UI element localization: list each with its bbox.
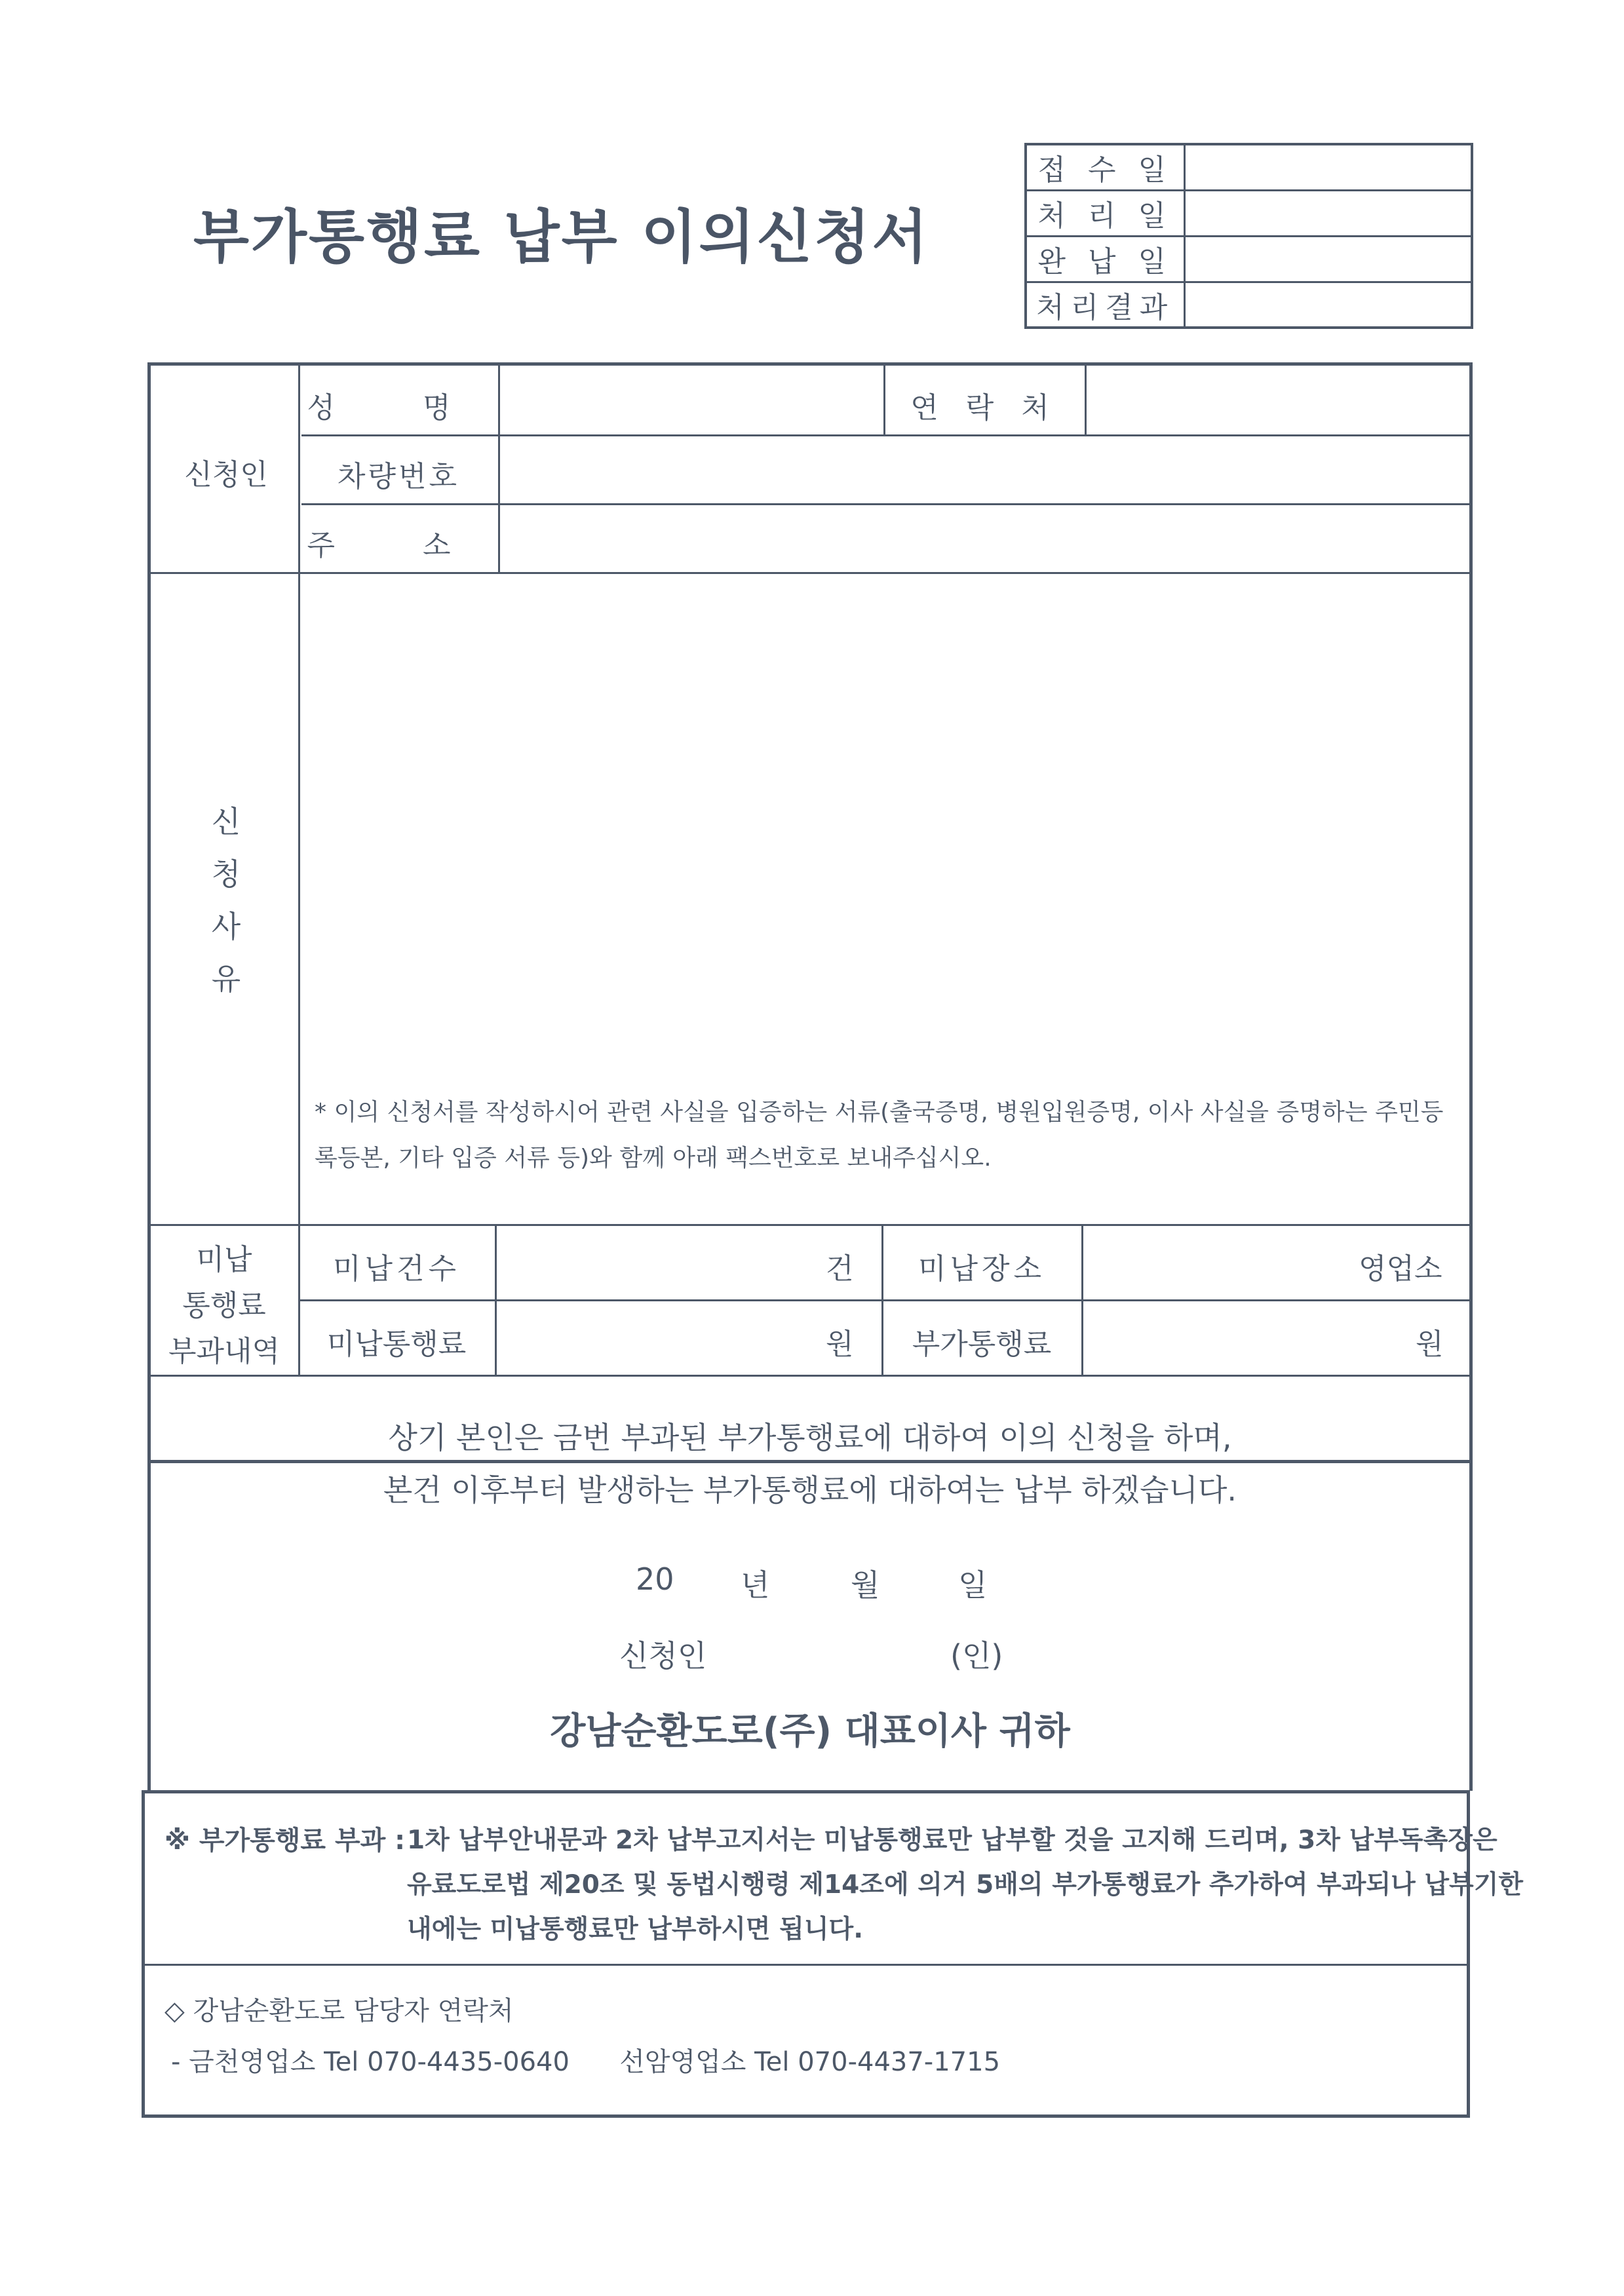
reason-label-char: 청 xyxy=(211,856,241,892)
divider xyxy=(1081,1224,1083,1375)
reason-label-char: 사 xyxy=(211,909,241,944)
notice-lead: ※ 부가통행료 부과 : xyxy=(164,1826,406,1856)
statement-line: 본건 이후부터 발생하는 부가통행료에 대하여는 납부 하겠습니다. xyxy=(383,1472,1237,1508)
received-date-field[interactable] xyxy=(1184,144,1472,190)
date-year-unit: 년 xyxy=(741,1567,770,1603)
unpaid-count-label: 미납건수 xyxy=(332,1252,461,1286)
extra-toll-label: 부가통행료 xyxy=(912,1328,1052,1361)
unpaid-toll-unit: 원 xyxy=(826,1328,854,1361)
extra-toll-unit: 원 xyxy=(1416,1328,1444,1361)
paid-date-field[interactable] xyxy=(1184,236,1472,282)
notice-line: 내에는 미납통행료만 납부하시면 됩니다. xyxy=(407,1915,864,1944)
name-label: 성 명 xyxy=(307,391,490,425)
date-year: 20 xyxy=(636,1561,674,1597)
reason-label-char: 유 xyxy=(211,961,241,997)
seal-mark: (인) xyxy=(950,1638,1003,1674)
result-label: 처리결과 xyxy=(1026,282,1184,328)
unpaid-toll-label: 미납통행료 xyxy=(326,1328,467,1361)
divider xyxy=(298,1299,1469,1301)
notice-line: 1차 납부안내문과 2차 납부고지서는 미납통행료만 납부할 것을 고지해 드리며, 3차 납부독촉장은 xyxy=(407,1826,1498,1855)
statement-block xyxy=(147,1371,1473,1791)
submission-note: * 이의 신청서를 작성하시어 관련 사실을 입증하는 서류(출국증명, 병원입원증명, 이사 사실을 증명하는 주민등록등본, 기타 입증 서류 등)와 함께 아래 팩스번호로 보내주십시오. xyxy=(315,1099,1444,1172)
received-date-label: 접 수 일 xyxy=(1026,144,1184,190)
processed-date-field[interactable] xyxy=(1184,190,1472,236)
notice-block xyxy=(142,1790,1524,2118)
vehicle-label: 차량번호 xyxy=(337,460,460,493)
date-day-unit: 일 xyxy=(958,1567,988,1603)
address-label: 주 소 xyxy=(307,529,490,562)
application-form xyxy=(147,362,1473,1463)
divider xyxy=(151,1224,1469,1226)
contact-label: 연 락 처 xyxy=(910,391,1058,425)
reason-label-char: 신 xyxy=(211,804,241,839)
unpaid-section-label: 미납 xyxy=(196,1243,252,1276)
contact-heading: ◇ 강남순환도로 담당자 연락처 xyxy=(164,1996,514,2026)
divider xyxy=(145,1964,1467,1966)
statement-line: 상기 본인은 금번 부과된 부가통행료에 대하여 이의 신청을 하며, xyxy=(388,1420,1232,1455)
result-field[interactable] xyxy=(1184,282,1472,328)
divider xyxy=(495,1224,497,1375)
unpaid-place-label: 미납장소 xyxy=(918,1252,1046,1286)
contact-phones: - 금천영업소 Tel 070-4435-0640 선암영업소 Tel 070-4437-1715 xyxy=(171,2047,1001,2077)
paid-date-label: 완 납 일 xyxy=(1026,236,1184,282)
divider xyxy=(881,1224,883,1375)
unpaid-section-label: 부과내역 xyxy=(168,1335,280,1368)
divider xyxy=(151,572,1469,574)
recipient: 강남순환도로(주) 대표이사 귀하 xyxy=(550,1710,1070,1753)
divider xyxy=(301,434,1469,436)
divider xyxy=(301,503,1469,505)
unpaid-count-unit: 건 xyxy=(826,1252,854,1286)
divider xyxy=(298,366,300,1375)
notice-line: 유료도로법 제20조 및 동법시행령 제14조에 의거 5배의 부가통행료가 추가하여 부과되나 납부기한 xyxy=(407,1870,1524,1900)
divider xyxy=(498,366,500,572)
signer-label: 신청인 xyxy=(619,1638,707,1674)
date-month-unit: 월 xyxy=(851,1567,880,1603)
divider xyxy=(1085,366,1087,434)
approval-box xyxy=(1024,143,1473,329)
form-title: 부가통행료 납부 이의신청서 xyxy=(193,203,930,271)
unpaid-place-unit: 영업소 xyxy=(1359,1252,1442,1286)
applicant-section-label: 신청인 xyxy=(184,458,268,491)
divider xyxy=(883,366,885,434)
processed-date-label: 처 리 일 xyxy=(1026,190,1184,236)
unpaid-section-label: 통행료 xyxy=(182,1289,266,1322)
